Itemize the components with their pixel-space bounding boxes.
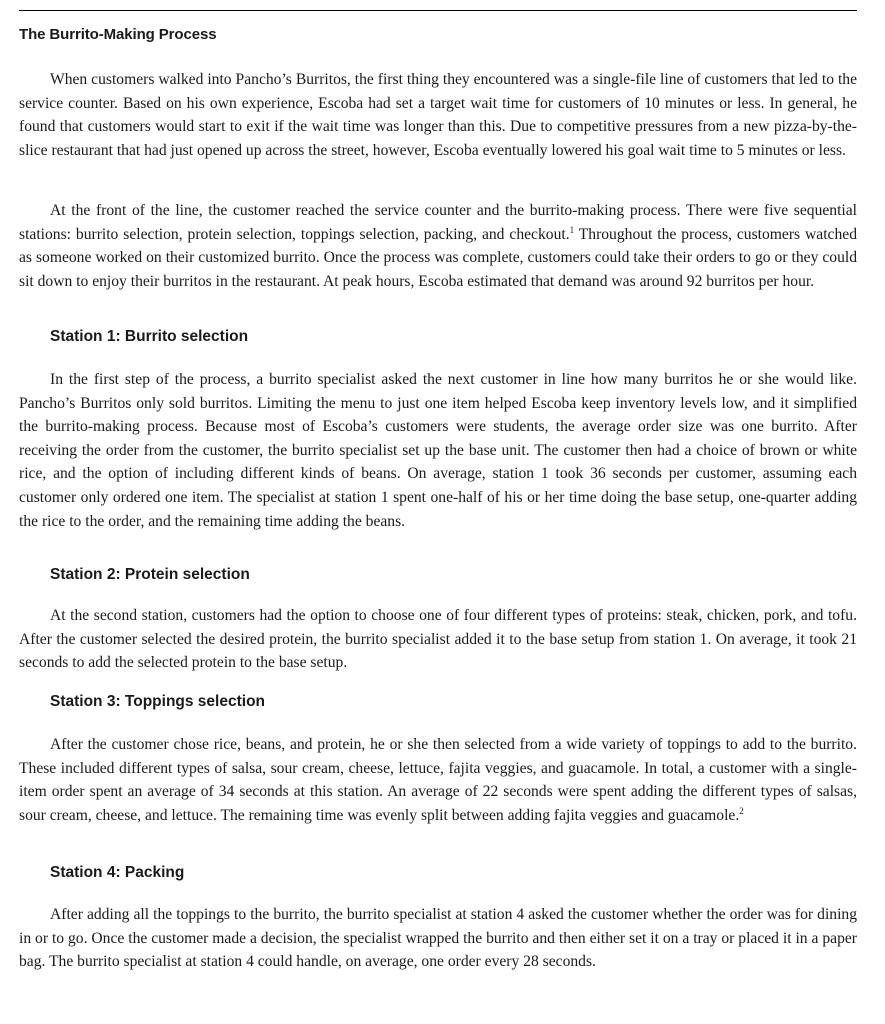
section-heading-station-2: Station 2: Protein selection — [50, 566, 250, 583]
footnote-marker-2: 2 — [739, 805, 744, 816]
intro-paragraph-2-text: At the front of the line, the customer reached the service counter and the burrito-making process. There were five sequential stations: burrito selection, protein selection, toppings selection, packing, and checkout. — [19, 202, 857, 243]
section-text-station-3-body: After the customer chose rice, beans, and protein, he or she then selected from a wide variety of toppings to add to the burrito. These included different types of salsa, sour cream, cheese, lettuce, fajita veggies, and guacamole. In total, a customer with a single-item order spent an average of 34 seconds at this station. An average of 22 seconds were spent adding the different types of salsas, sour cream, cheese, and lettuce. The remaining time was evenly split between adding fajita veggies and guacamole. — [19, 736, 857, 824]
section-heading-station-1: Station 1: Burrito selection — [50, 328, 249, 345]
section-heading-station-3: Station 3: Toppings selection — [50, 693, 266, 710]
footnote-marker-1: 1 — [569, 224, 575, 235]
intro-paragraph-2 — [19, 199, 857, 293]
section-text-station-2: At the second station, customers had the option to choose one of four different types of proteins: steak, chicken, pork, and tofu. After the customer selected the desired protein, the burrito specialist added it to the base setup from station 1. On average, it took 21 seconds to add the selected protein to the base setup. — [19, 607, 857, 672]
section-text-station-1: In the first step of the process, a burrito specialist asked the next customer in line how many burritos he or she would like. Pancho’s Burritos only sold burritos. Limiting the menu to just one item helped Escoba keep inventory levels low, and it simplified the burrito-making process. Because most of Escoba’s customers were students, the average order size was one burrito. After receiving the order from the customer, the burrito specialist set up the base unit. The customer then had a choice of brown or white rice, and the option of including different kinds of beans. On average, station 1 took 36 seconds per customer, assuming each customer only ordered one item. The specialist at station 1 spent one-half of his or her time doing the base setup, one-quarter adding the rice to the order, and the remaining time adding the beans. — [19, 371, 857, 530]
section-heading-station-4: Station 4: Packing — [50, 864, 185, 881]
intro-paragraph-2-continued: Throughout the process, customers watched as someone worked on their customized burrito. Once the process was complete, customers could take their orders to go or they could sit down to enjoy their burritos in the restaurant. At peak hours, Escoba estimated that demand was around 92 burritos per hour. — [19, 225, 857, 290]
top-rule — [19, 10, 857, 11]
intro-paragraph-1: When customers walked into Pancho’s Burritos, the first thing they encountered was a single-file line of customers that led to the service counter. Based on his own experience, Escoba had set a target wait time for customers of 10 minutes or less. In general, he found that customers would start to exit if the wait time was longer than this. Due to competitive pressures from a new pizza-by-the-slice restaurant that had just opened up across the street, however, Escoba eventually lowered his goal wait time to 5 minutes or less. — [19, 71, 857, 159]
section-text-station-3 — [19, 733, 857, 827]
document-title: The Burrito-Making Process — [19, 26, 217, 43]
section-text-station-4: After adding all the toppings to the burrito, the burrito specialist at station 4 asked the customer whether the order was for dining in or to go. Once the customer made a decision, the specialist wrapped the burrito and then either set it on a tray or placed it in a paper bag. The burrito specialist at station 4 could handle, on average, one order every 28 seconds. — [19, 906, 857, 971]
